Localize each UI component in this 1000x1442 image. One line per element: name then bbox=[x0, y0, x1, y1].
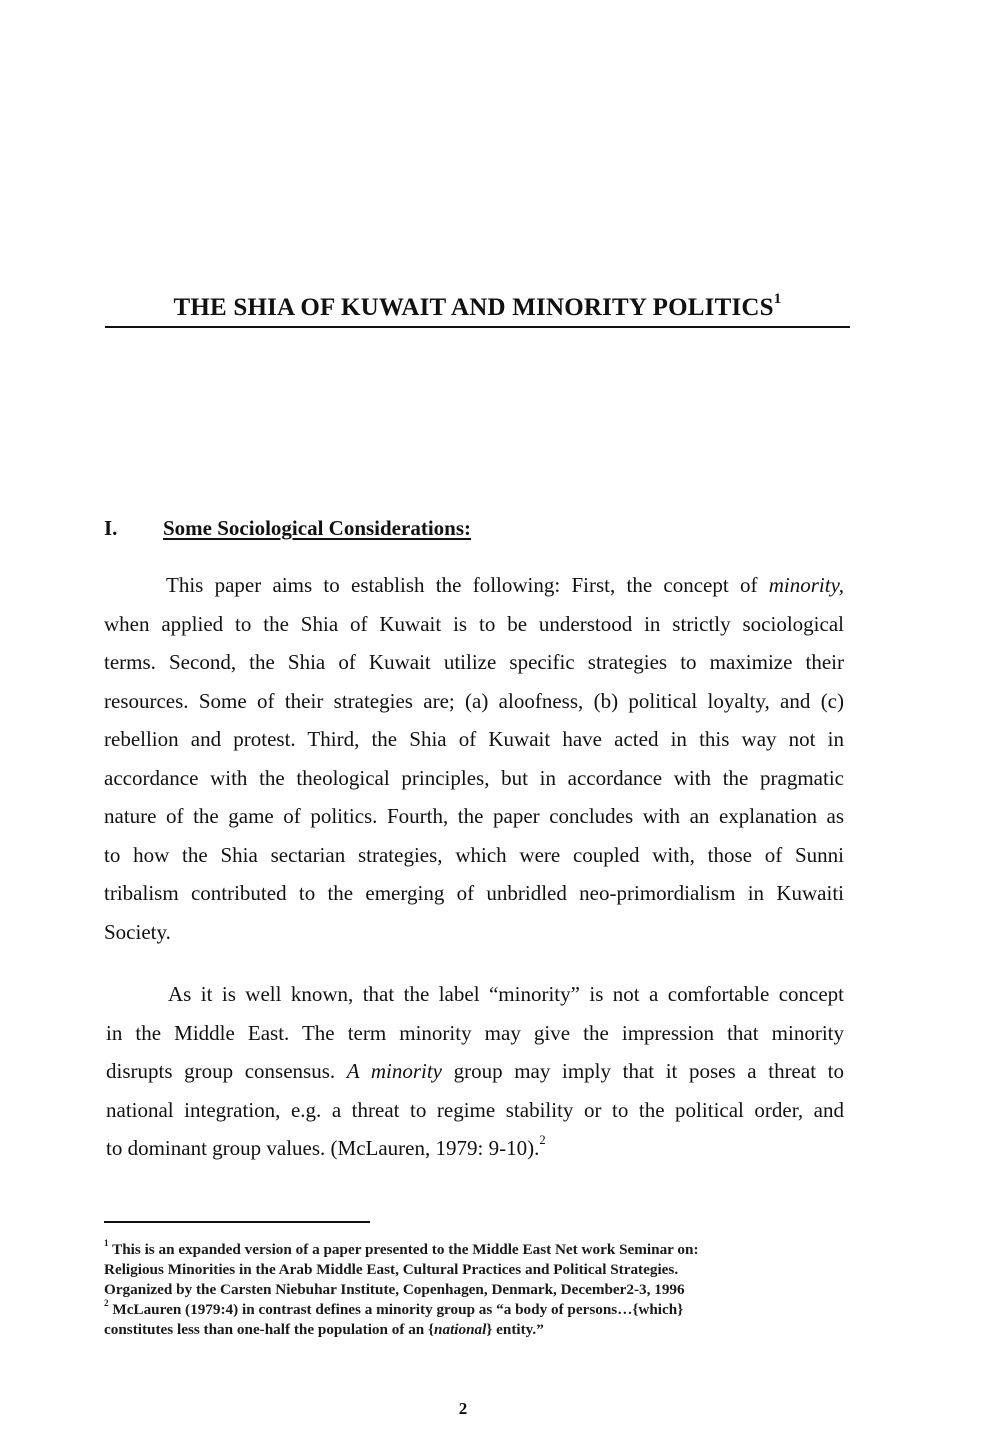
title-footnote-mark: 1 bbox=[773, 290, 782, 307]
title-text: THE SHIA OF KUWAIT AND MINORITY POLITICS$^1$ bbox=[173, 290, 782, 321]
page-title bbox=[105, 292, 850, 324]
footnote-2-line: $^2$ McLauren (1979:4) in contrast defines a minority group as “a body of persons…{which} bbox=[104, 1298, 684, 1318]
footnote-1-line: Religious Minorities in the Arab Middle East, Cultural Practices and Political Strategies. bbox=[104, 1261, 679, 1278]
paragraph-line: resources. Some of their strategies are; (a) aloofness, (b) political loyalty, and (c) bbox=[104, 688, 844, 713]
paragraph-line: This paper aims to establish the following: First, the concept of minority, bbox=[166, 573, 844, 597]
footnote-1-line: $^1$ This is an expanded version of a paper presented to the Middle East Net work Seminar on: bbox=[104, 1238, 699, 1258]
paragraph-line: Society. bbox=[104, 919, 171, 944]
paragraph-line: nature of the game of politics. Fourth, the paper concludes with an explanation as bbox=[104, 804, 844, 828]
paragraph-line: in the Middle East. The term minority may give the impression that minority bbox=[106, 1020, 844, 1045]
paragraph-2 bbox=[106, 975, 844, 1168]
section-title: Some Sociological Considerations: bbox=[163, 516, 471, 540]
footnotes bbox=[104, 1240, 824, 1340]
footnote-1-line: Organized by the Carsten Niebuhar Institute, Copenhagen, Denmark, December2-3, 1996 bbox=[104, 1281, 685, 1298]
paragraph-line: when applied to the Shia of Kuwait is to be understood in strictly sociological bbox=[104, 611, 844, 636]
footnote-1-mark: 1 bbox=[104, 1238, 109, 1249]
emphasis-minority: minority, bbox=[768, 573, 844, 597]
footnote-separator bbox=[104, 1221, 370, 1223]
footnote-mark-2: 2 bbox=[539, 1133, 546, 1148]
emphasis-a-minority: A minority bbox=[346, 1059, 442, 1083]
paragraph-line: disrupts group consensus. A minority group may imply that it poses a threat to bbox=[106, 1059, 844, 1083]
paragraph-1 bbox=[104, 566, 844, 951]
paragraph-line: accordance with the theological principles, but in accordance with the pragmatic bbox=[104, 765, 844, 790]
paragraph-line: terms. Second, the Shia of Kuwait utilize specific strategies to maximize their bbox=[104, 650, 844, 674]
paragraph-line: rebellion and protest. Third, the Shia of Kuwait have acted in this way not in bbox=[104, 727, 844, 751]
paragraph-line: tribalism contributed to the emerging of unbridled neo-primordialism in Kuwaiti bbox=[104, 881, 844, 905]
section-number: I. bbox=[104, 516, 118, 540]
title-underline-rule bbox=[105, 326, 850, 328]
section-heading bbox=[104, 513, 471, 543]
paragraph-line: As it is well known, that the label “minority” is not a comfortable concept bbox=[168, 982, 844, 1006]
paragraph-line: to how the Shia sectarian strategies, which were coupled with, those of Sunni bbox=[104, 842, 844, 867]
emphasis-national: national bbox=[434, 1321, 487, 1338]
footnote-2-mark: 2 bbox=[104, 1298, 109, 1309]
paragraph-line: national integration, e.g. a threat to regime stability or to the political order, and bbox=[106, 1097, 844, 1122]
paragraph-line: to dominant group values. (McLauren, 1979: 9-10).$^2$ bbox=[106, 1133, 546, 1160]
page-number: 2 bbox=[458, 1399, 468, 1418]
footnote-2-line: constitutes less than one-half the population of an {national} entity.” bbox=[104, 1321, 544, 1338]
